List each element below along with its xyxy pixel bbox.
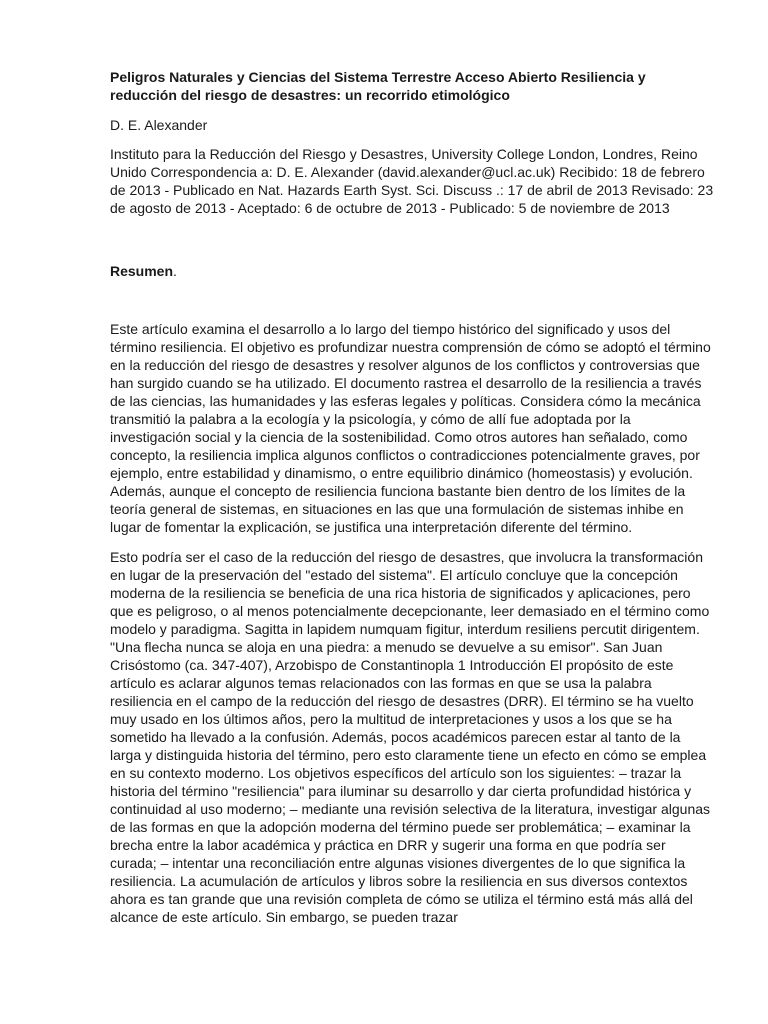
affiliation-block: Instituto para la Reducción del Riesgo y Desastres, University College London, Londres, Reino Unido Correspondencia a: D. E. Alexander (david.alexander@ucl.ac.uk) Recibido: 18 de febrero de 2013 - Publicado en Nat. Hazards Earth Syst. Sci. Discuss .: 17 de abril de 2013 Revisado: 23 de agosto de 2013 - Aceptado: 6 de octubre de 2013 - Publicado: 5 de noviembre de 2013 [110, 146, 714, 216]
abstract-heading-label: Resumen [110, 263, 174, 279]
body-paragraph: Esto podría ser el caso de la reducción del riesgo de desastres, que involucra la transformación en lugar de la preservación del "estado del sistema". El artículo concluye que la concepción moderna de la resiliencia se beneficia de una rica historia de significados y aplicaciones, pero que es peligroso, o al menos potencialmente decepcionante, leer demasiado en el término como modelo y paradigma. Sagitta in lapidem numquam figitur, interdum resiliens percutit dirigentem. "Una flecha nunca se aloja en una piedra: a menudo se devuelve a su emisor". San Juan Crisóstomo (ca. 347-407), Arzobispo de Constantinopla 1 Introducción El propósito de este artículo es aclarar algunos temas relacionados con las formas en que se usa la palabra resiliencia en el campo de la reducción del riesgo de desastres (DRR). El término se ha vuelto muy usado en los últimos años, pero la multitud de interpretaciones y usos a los que se ha sometido ha llevado a la confusión. Además, pocos académicos parecen estar al tanto de la larga y distinguida historia del término, pero esto claramente tiene un efecto en cómo se emplea en su contexto moderno. Los objetivos específicos del artículo son los siguientes: – trazar la historia del término "resiliencia" para iluminar su desarrollo y dar cierta profundidad histórica y continuidad al uso moderno; – mediante una revisión selectiva de la literatura, investigar algunas de las formas en que la adopción moderna del término puede ser problemática; – examinar la brecha entre la labor académica y práctica en DRR y sugerir una forma en que podría ser curada; – intentar una reconciliación entre algunas visiones divergentes de lo que significa la resiliencia. La acumulación de artículos y libros sobre la resiliencia en sus diversos contextos ahora es tan grande que una revisión completa de cómo se utiliza el término está más allá del alcance de este artículo. Sin embargo, se pueden trazar [110, 549, 711, 925]
document-page [110, 68, 715, 926]
document-title: Peligros Naturales y Ciencias del Sistema Terrestre Acceso Abierto Resiliencia y reducción del riesgo de desastres: un recorrido etimológico [110, 69, 646, 103]
abstract-paragraph: Este artículo examina el desarrollo a lo largo del tiempo histórico del significado y usos del término resiliencia. El objetivo es profundizar nuestra comprensión de cómo se adoptó el término en la reducción del riesgo de desastres y resolver algunos de los conflictos y controversias que han surgido cuando se ha utilizado. El documento rastrea el desarrollo de la resiliencia a través de las ciencias, las humanidades y las esferas legales y políticas. Considera cómo la mecánica transmitió la palabra a la ecología y la psicología, y cómo de allí fue adoptada por la investigación social y la ciencia de la sostenibilidad. Como otros autores han señalado, como concepto, la resiliencia implica algunos conflictos o contradicciones potencialmente graves, por ejemplo, entre estabilidad y dinamismo, o entre equilibrio dinámico (homeostasis) y evolución. Además, aunque el concepto de resiliencia funciona bastante bien dentro de los límites de la teoría general de sistemas, en situaciones en las que una formulación de sistemas inhibe en lugar de fomentar la explicación, se justifica una interpretación diferente del término. [110, 321, 711, 535]
abstract-heading [110, 262, 715, 280]
abstract-heading-punct: . [173, 263, 177, 279]
author-name: D. E. Alexander [110, 117, 208, 133]
